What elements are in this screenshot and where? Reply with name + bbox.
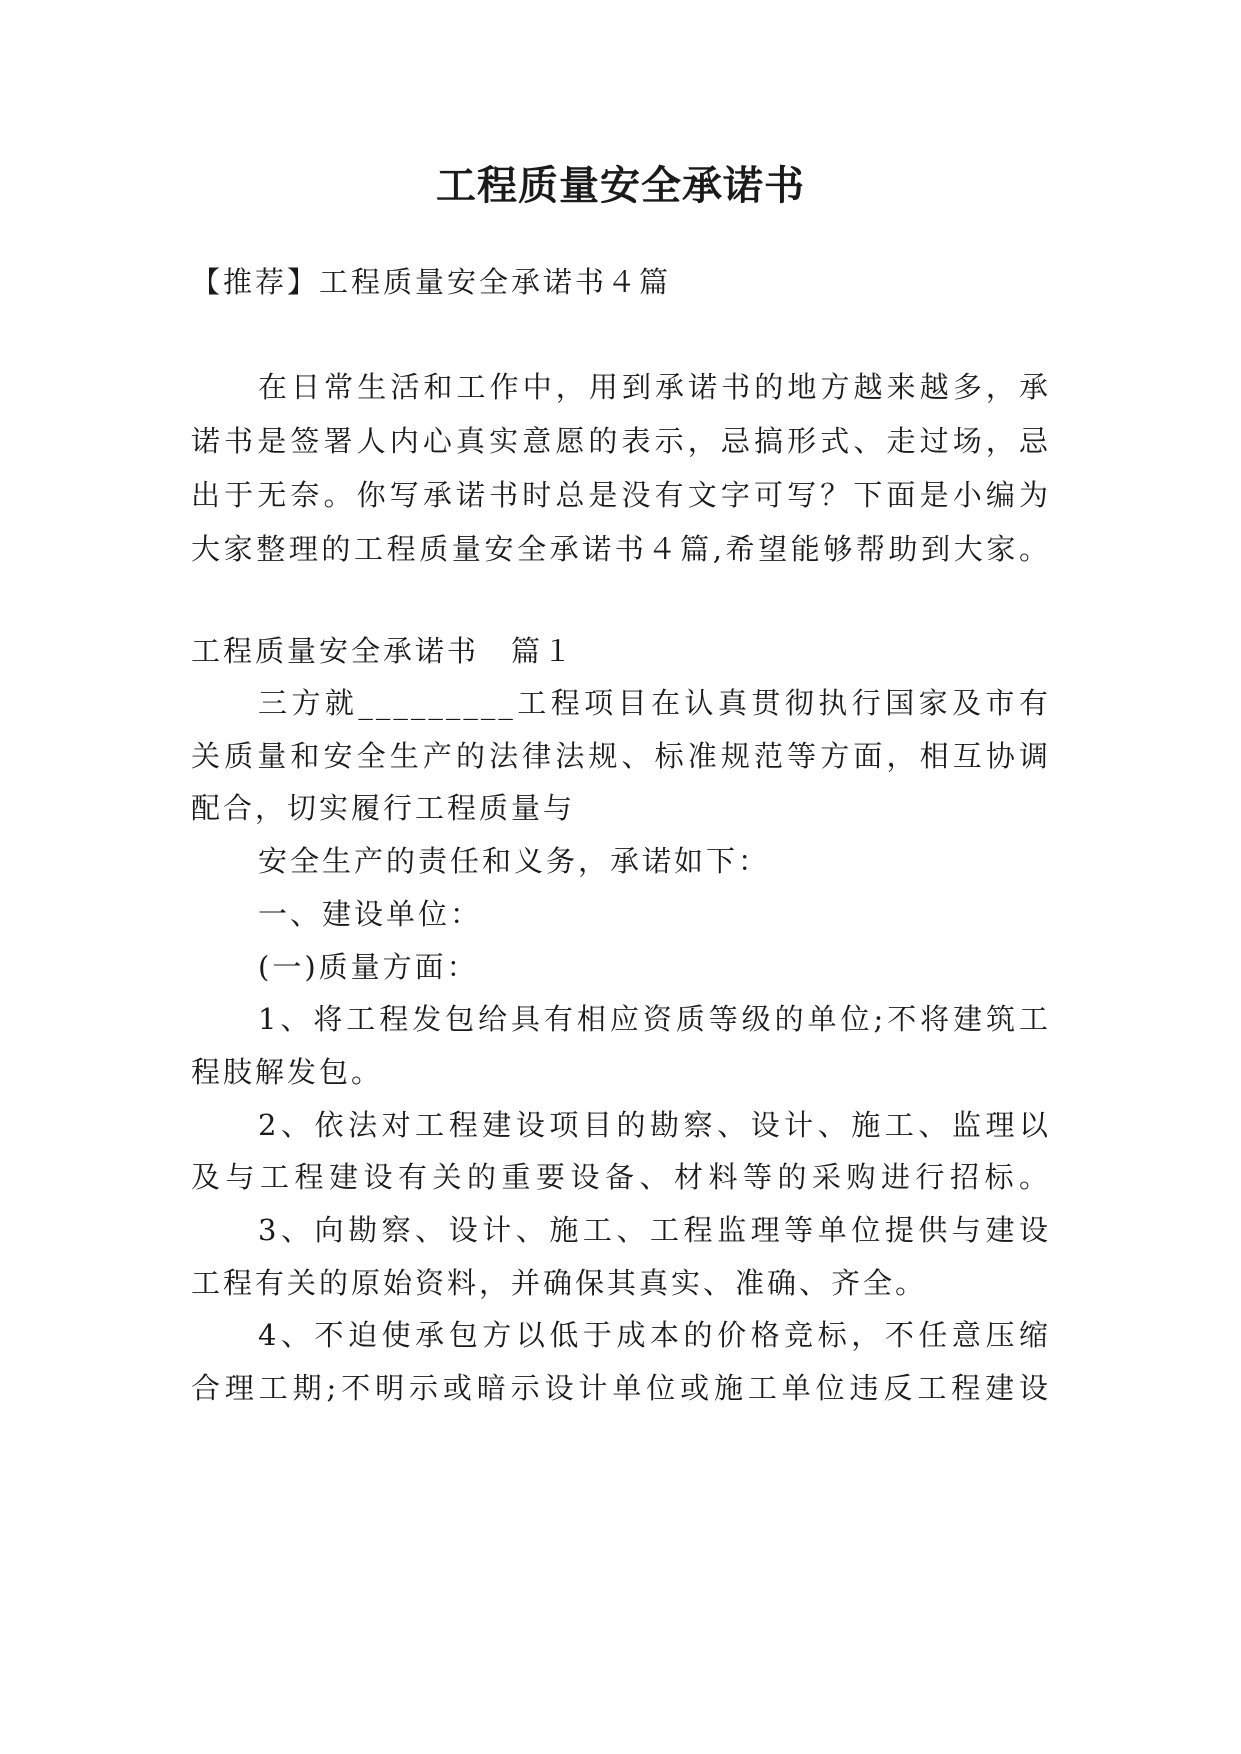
body-line: (一)质量方面：	[258, 950, 479, 984]
body-line: 安全生产的责任和义务，承诺如下：	[258, 844, 771, 878]
body-line: 三方就_________工程项目在认真贯彻执行国家及市有	[258, 686, 1051, 720]
body-line: 关质量和安全生产的法律法规、标准规范等方面，相互协调	[191, 739, 1051, 773]
document-subtitle: 【推荐】工程质量安全承诺书４篇	[191, 265, 672, 299]
body-line: 及与工程建设有关的重要设备、材料等的采购进行招标。	[191, 1160, 1051, 1194]
intro-line: 出于无奈。你写承诺书时总是没有文字可写？下面是小编为	[191, 478, 1051, 512]
body-line: 4、不迫使承包方以低于成本的价格竞标，不任意压缩	[258, 1318, 1051, 1352]
intro-line: 大家整理的工程质量安全承诺书４篇,希望能够帮助到大家。	[191, 532, 1051, 566]
body-line: 程肢解发包。	[191, 1055, 384, 1089]
intro-line: 诺书是签署人内心真实意愿的表示，忌搞形式、走过场，忌	[191, 424, 1051, 458]
body-line: 配合，切实履行工程质量与	[191, 791, 576, 825]
body-line: 合理工期;不明示或暗示设计单位或施工单位违反工程建设	[191, 1371, 1051, 1405]
body-line: 3、向勘察、设计、施工、工程监理等单位提供与建设	[258, 1213, 1051, 1247]
section-heading: 工程质量安全承诺书 篇１	[191, 634, 576, 668]
body-line: 2、依法对工程建设项目的勘察、设计、施工、监理以	[258, 1108, 1051, 1142]
body-line: 1、将工程发包给具有相应资质等级的单位;不将建筑工	[258, 1002, 1051, 1036]
document-title: 工程质量安全承诺书	[436, 162, 805, 209]
body-line: 一、建设单位：	[258, 897, 483, 931]
body-line: 工程有关的原始资料，并确保其真实、准确、齐全。	[191, 1266, 928, 1300]
intro-line: 在日常生活和工作中，用到承诺书的地方越来越多，承	[258, 370, 1051, 404]
